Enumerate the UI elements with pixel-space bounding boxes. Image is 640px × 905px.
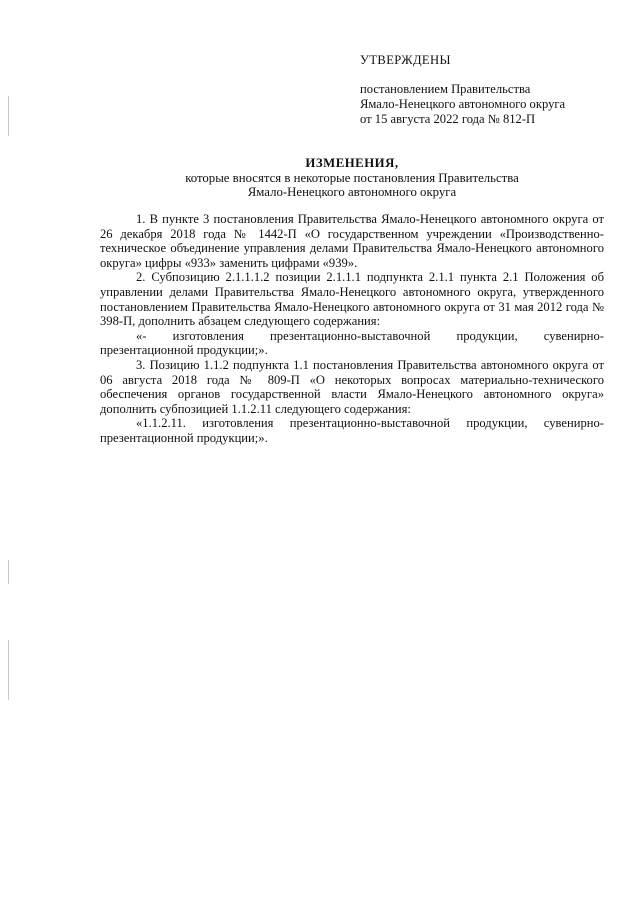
document-title [100,156,604,200]
title-heading: ИЗМЕНЕНИЯ, [305,156,399,170]
title-subtitle-line: Ямало-Ненецкого автономного округа [247,185,457,199]
paragraph-item-1: 1. В пункте 3 постановления Правительства Ямало-Ненецкого автономного округа от 26 декабря 2018 года № 1442-П «О государственном учреждении «Производственно-техническое объединение управления делами Правительства Ямало-Ненецкого автономного округа» цифры «933» заменить цифрами «939». [100,212,604,270]
scan-margin-marks [0,0,12,905]
margin-mark [8,640,9,700]
paragraph-item-3-quote: «1.1.2.11. изготовления презентационно-выставочной продукции, сувенирно-презентационной продукции;». [100,416,604,445]
paragraph-item-2-quote: «- изготовления презентационно-выставочной продукции, сувенирно-презентационной продукции;». [100,328,604,358]
approval-line: постановлением Правительства [360,82,531,96]
approved-label: УТВЕРЖДЕНЫ [360,53,451,67]
paragraph-item-2: 2. Субпозицию 2.1.1.1.2 позиции 2.1.1.1 подпункта 2.1.1 пункта 2.1 Положения об управлении делами Правительства Ямало-Ненецкого автономного округа, утвержденного постановлением Правительства Ямало-Ненецкого автономного округа от 31 мая 2012 года № 398-П, дополнить абзацем следующего содержания: [100,270,604,329]
approval-line: от 15 августа 2022 года № 812-П [360,112,536,126]
title-subtitle-line: которые вносятся в некоторые постановления Правительства [185,170,519,185]
approval-line: Ямало-Ненецкого автономного округа [360,97,566,111]
margin-mark [8,96,9,136]
document-body [100,212,604,446]
paragraph-item-3: 3. Позицию 1.1.2 подпункта 1.1 постановления Правительства автономного округа от 06 августа 2018 года № 809-П «О некоторых вопросах материально-технического обеспечения органов государственной власти Ямало-Ненецкого автономного округа» дополнить субпозицией 1.1.2.11 следующего содержания: [100,357,604,416]
approval-block [360,53,620,127]
margin-mark [8,560,9,584]
